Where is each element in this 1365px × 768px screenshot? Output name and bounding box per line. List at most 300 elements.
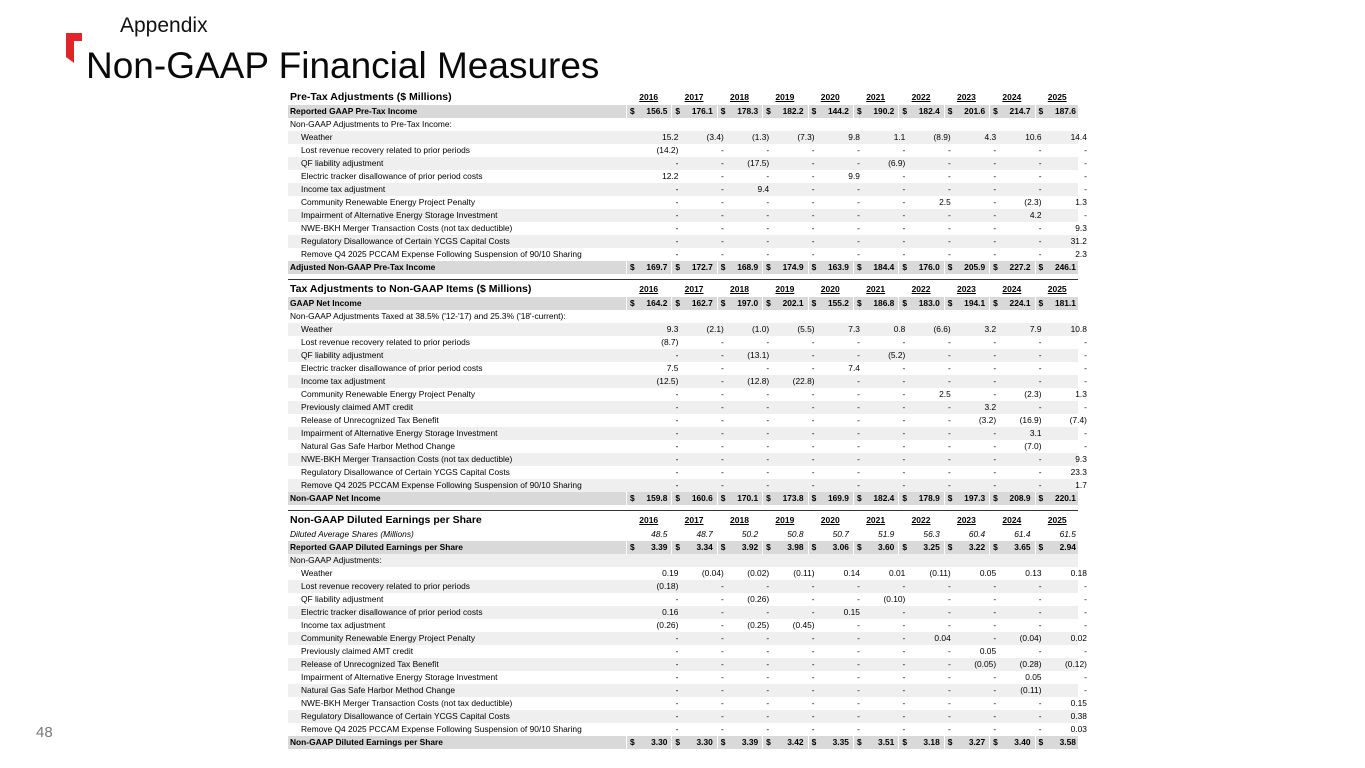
cell-value: 202.1 [782,298,804,308]
year-headers [626,91,1080,104]
value-cell: - [811,633,815,643]
value-cell: 0.15 [1070,698,1087,708]
row-values [637,697,1091,710]
table-row [288,619,1087,632]
row-label: Lost revenue recovery related to prior periods [301,581,470,591]
currency-symbol: $ [720,493,726,503]
value-cell: - [720,698,724,708]
value-cell: - [766,685,770,695]
table-row [288,466,1087,479]
value-cell: - [720,633,724,643]
value-cell [1035,492,1080,505]
value-cell: - [766,415,770,425]
row-label: Non-GAAP Adjustments Taxed at 38.5% ('12-'17) and 25.3% ('18'-current): [290,311,566,321]
cell-value: 214.7 [1009,106,1031,116]
currency-symbol: $ [630,106,635,116]
value-cell [853,261,898,274]
cell-value: 169.7 [646,262,668,272]
value-cell: 0.18 [1070,568,1087,578]
table-header-row [288,282,1078,297]
value-cell: (13.1) [747,350,770,360]
row-values [626,736,1080,749]
value-cell: - [811,454,815,464]
value-cell: - [1084,402,1087,412]
value-cell: - [1038,337,1042,347]
cell-value: 163.9 [827,262,849,272]
value-cell: 2.5 [939,389,951,399]
company-logo-icon [66,33,82,63]
value-cell: - [766,467,770,477]
value-cell: (3.4) [706,132,724,142]
row-label: Lost revenue recovery related to prior periods [301,145,470,155]
table-row [288,453,1087,466]
value-cell: - [857,145,860,155]
value-cell: - [675,467,679,477]
value-cell: - [675,633,679,643]
cell-value: 174.9 [782,262,804,272]
value-cell: (5.5) [797,324,815,334]
value-cell: (8.7) [661,337,679,347]
currency-symbol: $ [720,542,726,552]
value-cell: - [811,337,815,347]
value-cell: - [720,428,724,438]
currency-symbol: $ [947,106,953,116]
row-label: Natural Gas Safe Harbor Method Change [301,441,456,451]
value-cell: - [947,672,951,682]
value-cell: 7.3 [848,324,860,334]
cell-value: 155.2 [827,298,849,308]
total-row [288,492,1078,505]
cell-value: 201.6 [964,106,986,116]
table-row [288,235,1087,248]
currency-symbol: $ [993,542,998,552]
value-cell: - [993,441,997,451]
year-header: 2023 [956,92,976,102]
value-cell: - [1038,620,1042,630]
value-cell: 50.7 [832,529,849,539]
cell-value: 227.2 [1009,262,1031,272]
value-cell: - [902,620,906,630]
value-cell: - [675,594,679,604]
value-cell: - [720,389,724,399]
value-cell [944,541,989,554]
year-header: 2016 [639,515,659,525]
value-cell: - [993,620,997,630]
row-values [637,362,1091,375]
currency-symbol: $ [630,542,635,552]
currency-symbol: $ [856,262,862,272]
value-cell: - [766,389,770,399]
row-label: QF liability adjustment [301,350,384,360]
table-row [288,632,1087,645]
table-title: Tax Adjustments to Non-GAAP Items ($ Millions) [290,283,532,295]
value-cell: - [720,171,724,181]
value-cell: - [675,184,679,194]
value-cell: - [947,454,951,464]
row-values [637,723,1091,736]
cell-value: 156.5 [646,106,668,116]
row-label: QF liability adjustment [301,594,384,604]
value-cell: - [675,646,679,656]
row-label: Electric tracker disallowance of prior period costs [301,363,483,373]
currency-symbol: $ [993,737,998,747]
value-cell: 2.5 [939,197,951,207]
row-label: Regulatory Disallowance of Certain YCGS Capital Costs [301,711,510,721]
value-cell [853,736,898,749]
year-header: 2022 [911,284,931,294]
currency-symbol: $ [993,493,998,503]
table-row [288,479,1087,492]
table-row [288,183,1087,196]
value-cell: - [857,646,860,656]
value-cell: - [766,607,770,617]
table-row [288,388,1087,401]
value-cell: - [675,223,679,233]
currency-symbol: $ [720,106,726,116]
value-cell: 9.4 [757,184,770,194]
value-cell: - [947,480,951,490]
row-values [637,144,1091,157]
year-header: 2021 [866,284,886,294]
value-cell: - [1084,376,1087,386]
year-header: 2025 [1047,284,1067,294]
value-cell: - [720,711,724,721]
row-label: Remove Q4 2025 PCCAM Expense Following Suspension of 90/10 Sharing [301,724,582,734]
value-cell: - [811,223,815,233]
year-header: 2025 [1047,515,1067,525]
value-cell [808,261,853,274]
value-cell: - [811,594,815,604]
value-cell: - [1084,350,1087,360]
value-cell [853,492,898,505]
currency-symbol: $ [856,493,862,503]
cell-value: 178.3 [737,106,759,116]
value-cell: - [993,145,997,155]
cell-value: 197.3 [964,493,986,503]
cell-value: 183.0 [918,298,940,308]
value-cell: - [947,363,951,373]
row-values [626,528,1080,541]
value-cell: 23.3 [1070,467,1087,477]
value-cell: - [1038,236,1042,246]
currency-symbol: $ [947,298,953,308]
value-cell: - [675,685,679,695]
value-cell: (0.05) [974,659,997,669]
value-cell: - [902,171,906,181]
value-cell: - [947,210,951,220]
value-cell: 15.2 [662,132,679,142]
currency-symbol: $ [766,298,771,308]
value-cell: - [766,197,770,207]
value-cell: 2.3 [1075,249,1087,259]
value-cell: - [993,724,997,734]
row-values [637,248,1091,261]
value-cell: - [902,581,906,591]
value-cell: - [1038,711,1042,721]
value-cell: 4.2 [1029,210,1042,220]
value-cell: - [766,428,770,438]
value-cell: - [1084,685,1087,695]
value-cell [762,736,807,749]
value-cell: - [1084,646,1087,656]
value-cell: - [720,337,724,347]
value-cell: - [993,711,997,721]
row-values [637,375,1091,388]
value-cell: - [1038,402,1042,412]
row-label: Weather [301,324,333,334]
value-cell: - [1084,171,1087,181]
cell-value: 173.8 [782,493,804,503]
value-cell: (12.8) [747,376,770,386]
value-cell: - [811,158,815,168]
currency-symbol: $ [1038,542,1044,552]
cell-value: 172.7 [691,262,713,272]
row-label: Non-GAAP Net Income [290,493,381,503]
cell-value: 184.4 [873,262,895,272]
value-cell: - [947,698,951,708]
table-row [288,144,1087,157]
row-values [637,183,1091,196]
value-cell: - [766,711,770,721]
value-cell: - [720,350,724,360]
value-cell [989,736,1034,749]
value-cell: - [811,184,815,194]
year-header: 2024 [1002,284,1022,294]
currency-symbol: $ [902,542,908,552]
value-cell: - [720,454,724,464]
table-section [288,90,1087,274]
table-row [288,671,1087,684]
table-row [288,222,1087,235]
value-cell [808,105,853,118]
value-cell: (1.3) [751,132,770,142]
year-header: 2020 [820,92,840,102]
value-cell: - [675,415,679,425]
value-cell: (0.28) [1019,659,1042,669]
value-cell: - [675,724,679,734]
value-cell: - [811,607,815,617]
value-cell: 7.4 [848,363,860,373]
value-cell [762,297,807,310]
value-cell [626,736,671,749]
value-cell: - [857,441,860,451]
currency-symbol: $ [675,542,681,552]
year-header: 2021 [866,515,886,525]
value-cell: - [947,376,951,386]
row-label: Electric tracker disallowance of prior period costs [301,171,483,181]
value-cell: - [720,376,724,386]
value-cell: - [1038,480,1042,490]
value-cell: 9.3 [666,324,679,334]
value-cell: 0.04 [934,633,951,643]
value-cell: - [720,467,724,477]
value-cell [944,736,989,749]
value-cell: - [947,646,951,656]
cell-value: 197.0 [737,298,759,308]
value-cell: - [857,415,860,425]
row-values [637,453,1091,466]
value-cell: - [1038,171,1042,181]
value-cell: - [675,480,679,490]
row-values [637,427,1091,440]
value-cell: (0.11) [1020,685,1042,695]
value-cell: - [811,389,815,399]
value-cell: - [811,171,815,181]
year-header: 2019 [775,92,795,102]
value-cell: - [947,620,951,630]
value-cell: - [811,646,815,656]
value-cell: (7.0) [1024,441,1042,451]
cell-value: 3.98 [787,542,804,552]
value-cell: - [1038,249,1042,259]
value-cell: (0.11) [793,568,815,578]
value-cell: - [720,581,724,591]
currency-symbol: $ [811,262,817,272]
value-cell: (0.26) [656,620,679,630]
currency-symbol: $ [766,737,771,747]
currency-symbol: $ [766,542,771,552]
value-cell: - [675,428,679,438]
value-cell: 9.3 [1075,454,1087,464]
value-cell: - [766,581,770,591]
year-header: 2019 [775,515,795,525]
currency-symbol: $ [675,106,681,116]
value-cell [1035,105,1080,118]
value-cell: (2.3) [1024,197,1042,207]
row-label: Previously claimed AMT credit [301,402,414,412]
value-cell: - [857,711,860,721]
cell-value: 176.1 [691,106,713,116]
value-cell: - [675,350,679,360]
value-cell: (16.9) [1019,415,1042,425]
currency-symbol: $ [675,262,681,272]
cell-value: 2.94 [1059,542,1076,552]
cell-value: 190.2 [873,106,895,116]
value-cell: - [857,223,860,233]
currency-symbol: $ [856,737,862,747]
value-cell [1035,297,1080,310]
row-values [637,619,1091,632]
row-label: Release of Unrecognized Tax Benefit [301,659,439,669]
value-cell [717,541,762,554]
row-values [637,580,1091,593]
value-cell: (2.1) [706,324,724,334]
value-cell: - [811,402,815,412]
value-cell [944,492,989,505]
value-cell: - [675,698,679,708]
value-cell: - [720,210,724,220]
value-cell: - [857,184,860,194]
currency-symbol: $ [630,262,635,272]
row-label: Reported GAAP Pre-Tax Income [290,106,418,116]
value-cell: - [766,171,770,181]
value-cell: - [720,659,724,669]
value-cell: (3.2) [978,415,997,425]
currency-symbol: $ [1038,106,1044,116]
value-cell [808,492,853,505]
value-cell: (6.9) [888,158,906,168]
value-cell: - [1084,441,1087,451]
value-cell: - [766,441,770,451]
table-row [288,440,1087,453]
row-values [626,492,1080,505]
value-cell: - [811,415,815,425]
value-cell: - [993,363,997,373]
row-label: Regulatory Disallowance of Certain YCGS Capital Costs [301,467,510,477]
currency-symbol: $ [1038,298,1044,308]
currency-symbol: $ [811,542,817,552]
value-cell: - [1084,607,1087,617]
cell-value: 205.9 [964,262,986,272]
value-cell: - [720,480,724,490]
value-cell: - [857,620,860,630]
value-cell: - [1084,337,1087,347]
value-cell: (0.25) [747,620,770,630]
value-cell: - [720,145,724,155]
value-cell: - [902,454,906,464]
row-label: Income tax adjustment [301,376,386,386]
year-header: 2016 [639,284,659,294]
value-cell [717,105,762,118]
value-cell: - [947,659,951,669]
value-cell: (0.12) [1065,659,1087,669]
value-cell: - [720,363,724,373]
table-row [288,593,1087,606]
row-values [637,388,1091,401]
value-cell: - [993,698,997,708]
value-cell: 3.2 [984,324,997,334]
cell-value: 168.9 [737,262,759,272]
value-cell [898,261,943,274]
value-cell: - [993,581,997,591]
cell-value: 3.51 [878,737,895,747]
cell-value: 194.1 [964,298,986,308]
value-cell: - [902,236,906,246]
table-row [288,567,1087,580]
row-values [637,632,1091,645]
value-cell: - [720,607,724,617]
value-cell: 61.5 [1059,529,1076,539]
value-cell: (14.2) [656,145,679,155]
value-cell: - [1084,672,1087,682]
value-cell: 0.13 [1025,568,1042,578]
row-label: Impairment of Alternative Energy Storage Investment [301,210,498,220]
value-cell: - [1038,363,1042,373]
cell-value: 3.65 [1014,542,1031,552]
value-cell: (0.02) [747,568,770,578]
table-row [288,362,1087,375]
value-cell: - [766,698,770,708]
table-row [288,336,1087,349]
year-header: 2018 [730,284,749,294]
table-title: Pre-Tax Adjustments ($ Millions) [290,91,452,103]
year-header: 2024 [1002,515,1022,525]
table-section [288,510,1087,749]
year-header: 2017 [684,284,704,294]
table-row [288,248,1087,261]
value-cell [671,297,716,310]
value-cell [717,261,762,274]
value-cell: - [902,659,906,669]
value-cell [944,105,989,118]
value-cell: - [720,223,724,233]
value-cell: - [993,685,997,695]
value-cell: - [811,480,815,490]
currency-symbol: $ [720,737,726,747]
currency-symbol: $ [766,106,771,116]
cell-value: 220.1 [1054,493,1076,503]
value-cell: - [902,480,906,490]
